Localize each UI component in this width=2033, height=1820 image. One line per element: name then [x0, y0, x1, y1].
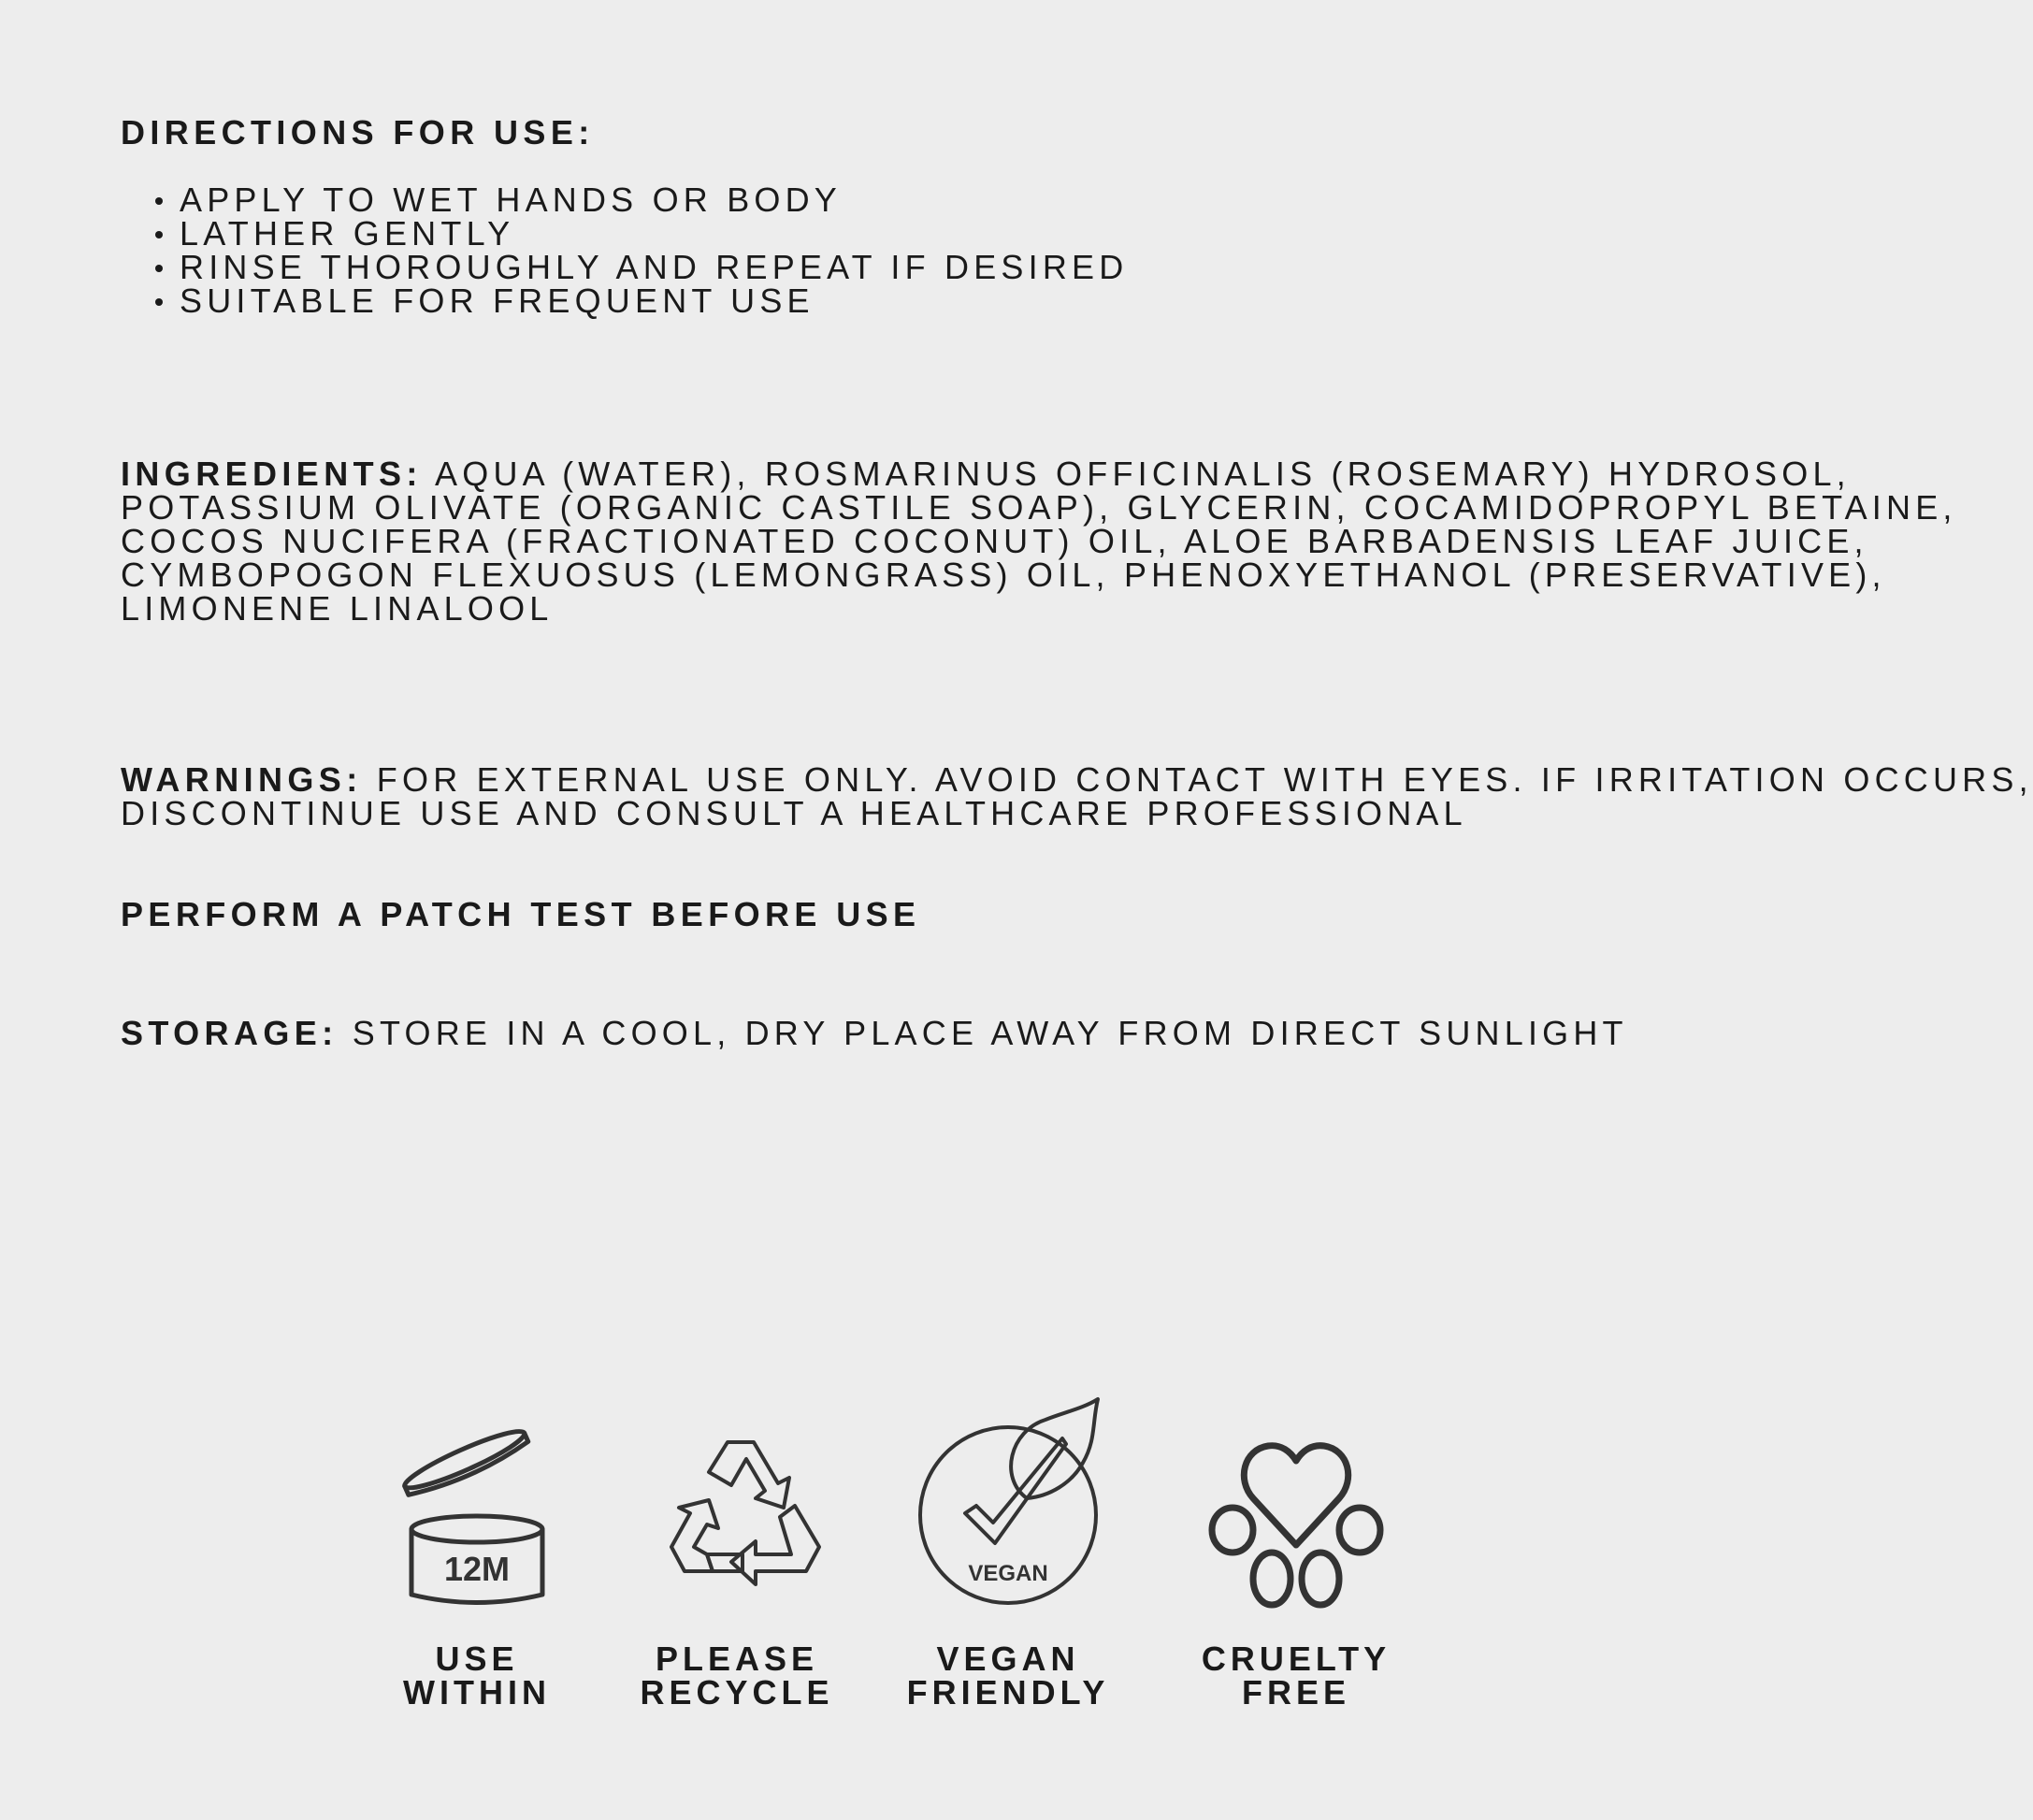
ingredients-text: AQUA (WATER), ROSMARINUS OFFICINALIS (ROSEMARY) HYDROSOL,	[422, 455, 1851, 493]
ingredients-label: INGREDIENTS:	[121, 455, 423, 493]
paw-heart-icon	[1212, 1394, 1380, 1618]
directions-title: DIRECTIONS FOR USE:	[121, 113, 595, 152]
badge-recycle	[615, 1394, 858, 1721]
badge-label-line: CRUELTY	[1201, 1639, 1391, 1678]
directions-list	[151, 183, 1128, 318]
ingredients-line: CYMBOPOGON FLEXUOSUS (LEMONGRASS) OIL, PHENOXYETHANOL (PRESERVATIVE),	[121, 556, 1886, 594]
badge-label-line: FREE	[1241, 1673, 1350, 1712]
badge-label	[887, 1639, 1130, 1712]
warnings-line: DISCONTINUE USE AND CONSULT A HEALTHCARE PROFESSIONAL	[121, 794, 1467, 832]
storage-section	[121, 1014, 1628, 1052]
badge-label-line: WITHIN	[403, 1673, 551, 1712]
list-item	[151, 214, 1128, 253]
directions-item-text: LATHER GENTLY	[180, 214, 515, 253]
warnings-section	[121, 760, 2033, 832]
bullet-icon	[155, 197, 163, 205]
storage-line	[121, 1014, 1628, 1052]
storage-label: STORAGE:	[121, 1014, 339, 1052]
warnings-label: WARNINGS:	[121, 760, 363, 799]
badges-row	[355, 1394, 1468, 1721]
ingredients-line: POTASSIUM OLIVATE (ORGANIC CASTILE SOAP), GLYCERIN, COCAMIDOPROPYL BETAINE,	[121, 488, 1957, 527]
badge-cruelty-free	[1175, 1394, 1418, 1721]
badge-label-line: PLEASE	[655, 1639, 819, 1678]
list-item	[151, 284, 1128, 318]
bullet-icon	[155, 265, 163, 272]
storage-text: STORE IN A COOL, DRY PLACE AWAY FROM DIRECT SUNLIGHT	[338, 1014, 1628, 1052]
bullet-icon	[155, 298, 163, 306]
badge-use-within	[355, 1394, 598, 1721]
badge-label-line: RECYCLE	[640, 1673, 834, 1712]
bullet-icon	[155, 231, 163, 238]
ingredients-line	[121, 457, 1957, 491]
ingredients-line: COCOS NUCIFERA (FRACTIONATED COCONUT) OIL, ALOE BARBADENSIS LEAF JUICE,	[121, 522, 1868, 560]
badge-label-line: USE	[435, 1639, 519, 1678]
badge-label	[1175, 1639, 1418, 1712]
warnings-line	[121, 760, 2033, 799]
ingredients-section	[121, 457, 1957, 626]
open-jar-icon	[393, 1394, 561, 1618]
badge-label	[355, 1639, 598, 1712]
badge-label-line: VEGAN	[936, 1639, 1080, 1678]
badge-vegan	[887, 1394, 1130, 1721]
jar-period-text: 12M	[443, 1550, 511, 1588]
warnings-text: FOR EXTERNAL USE ONLY. AVOID CONTACT WITH EYES. IF IRRITATION OCCURS,	[362, 760, 2033, 799]
ingredients-line: LIMONENE LINALOOL	[121, 589, 554, 628]
list-item	[151, 248, 1129, 286]
recycle-icon	[653, 1394, 821, 1618]
badge-label	[615, 1639, 858, 1712]
badge-label-line: FRIENDLY	[906, 1673, 1110, 1712]
patch-test-notice: PERFORM A PATCH TEST BEFORE USE	[121, 895, 921, 933]
directions-item-text: RINSE THOROUGHLY AND REPEAT IF DESIRED	[180, 248, 1129, 286]
vegan-icon-text: VEGAN	[968, 1561, 1048, 1586]
list-item	[151, 183, 1128, 217]
directions-item-text: APPLY TO WET HANDS OR BODY	[180, 181, 843, 219]
directions-item-text: SUITABLE FOR FREQUENT USE	[180, 282, 815, 320]
vegan-leaf-check-icon	[924, 1394, 1092, 1618]
